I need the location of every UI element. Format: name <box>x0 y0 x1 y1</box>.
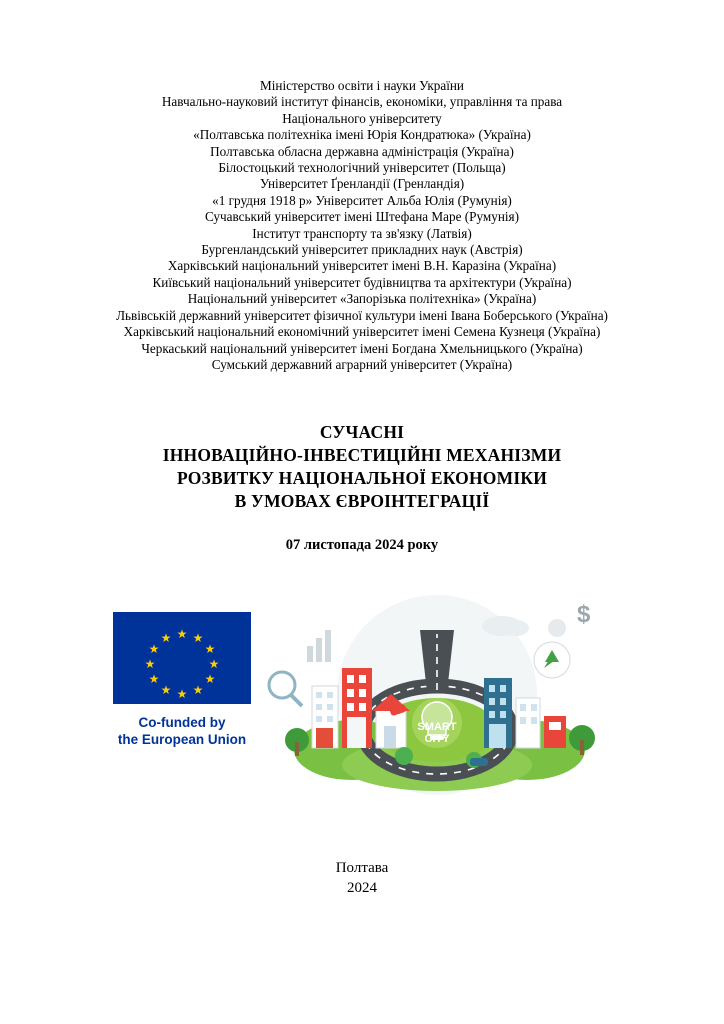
emblem-figure <box>102 590 622 800</box>
organizer-line: Національний університет «Запорізька політехніка» (Україна) <box>187 291 537 307</box>
organizer-line: Національного університету <box>282 110 442 126</box>
imprint-city: Полтава <box>335 860 389 876</box>
title-line-1: СУЧАСНІ <box>319 422 405 443</box>
organizer-line: Львівській державний університет фізичної культури імені Івана Боберського (Україна) <box>116 307 608 323</box>
smart-city-label-line-2: CITY <box>424 733 450 746</box>
organizer-line: Навчально-науковий інститут фінансів, економіки, управління та права <box>161 94 563 110</box>
title-line-2: ІННОВАЦІЙНО-ІНВЕСТИЦІЙНІ МЕХАНІЗМИ <box>162 445 562 466</box>
title-line-4: В УМОВАХ ЄВРОІНТЕГРАЦІЇ <box>234 491 490 512</box>
organizer-line: Черкаський національний університет імені Богдана Хмельницького (Україна) <box>141 340 583 356</box>
organizer-line: «1 грудня 1918 р» Університет Альба Юлія (Румунія) <box>212 192 512 208</box>
organizer-line: «Полтавська політехніка імені Юрія Кондратюка» (Україна) <box>193 127 531 143</box>
organizer-line: Міністерство освіти і науки України <box>260 78 464 93</box>
eu-funding-caption <box>102 714 262 748</box>
organizer-line: Київський національний університет будівництва та архітектури (Україна) <box>152 274 572 290</box>
organizer-line: Сумський державний аграрний університет (Україна) <box>211 356 513 372</box>
svg-text:$: $ <box>577 601 591 629</box>
smart-city-illustration <box>252 590 622 795</box>
eu-caption-line-1: Co-funded by <box>138 715 226 731</box>
imprint-year: 2024 <box>347 880 377 896</box>
organizer-line: Харківський національний університет імені В.Н. Каразіна (Україна) <box>167 258 557 274</box>
title-line-3: РОЗВИТКУ НАЦІОНАЛЬНОЇ ЕКОНОМІКИ <box>176 468 548 489</box>
eu-caption-line-2: the European Union <box>117 732 247 748</box>
organizer-line: Бургенландський університет прикладних наук (Австрія) <box>201 242 523 258</box>
organizer-line: Університет Ґренландії (Гренландія) <box>259 176 465 192</box>
organizer-line: Білостоцький технологічний університет (Польща) <box>218 160 506 176</box>
organizer-line: Харківський національний економічний університет імені Семена Кузнеця (Україна) <box>123 324 601 340</box>
organizer-line: Сучавський університет імені Штефана Маре (Румунія) <box>204 209 520 225</box>
page-title <box>163 421 562 513</box>
smart-city-label-line-1: SMART <box>417 721 457 734</box>
organizers-list <box>60 78 664 373</box>
eu-flag-icon: ★ ★ ★ ★ ★ ★ ★ ★ ★ ★ ★ ★ <box>113 612 251 704</box>
organizer-line: Інститут транспорту та зв'язку (Латвія) <box>252 225 472 241</box>
imprint <box>336 858 389 898</box>
event-date: 07 листопада 2024 року <box>285 537 439 554</box>
eu-funding-emblem <box>102 612 262 748</box>
organizer-line: Полтавська обласна державна адміністрація (Україна) <box>210 143 514 159</box>
